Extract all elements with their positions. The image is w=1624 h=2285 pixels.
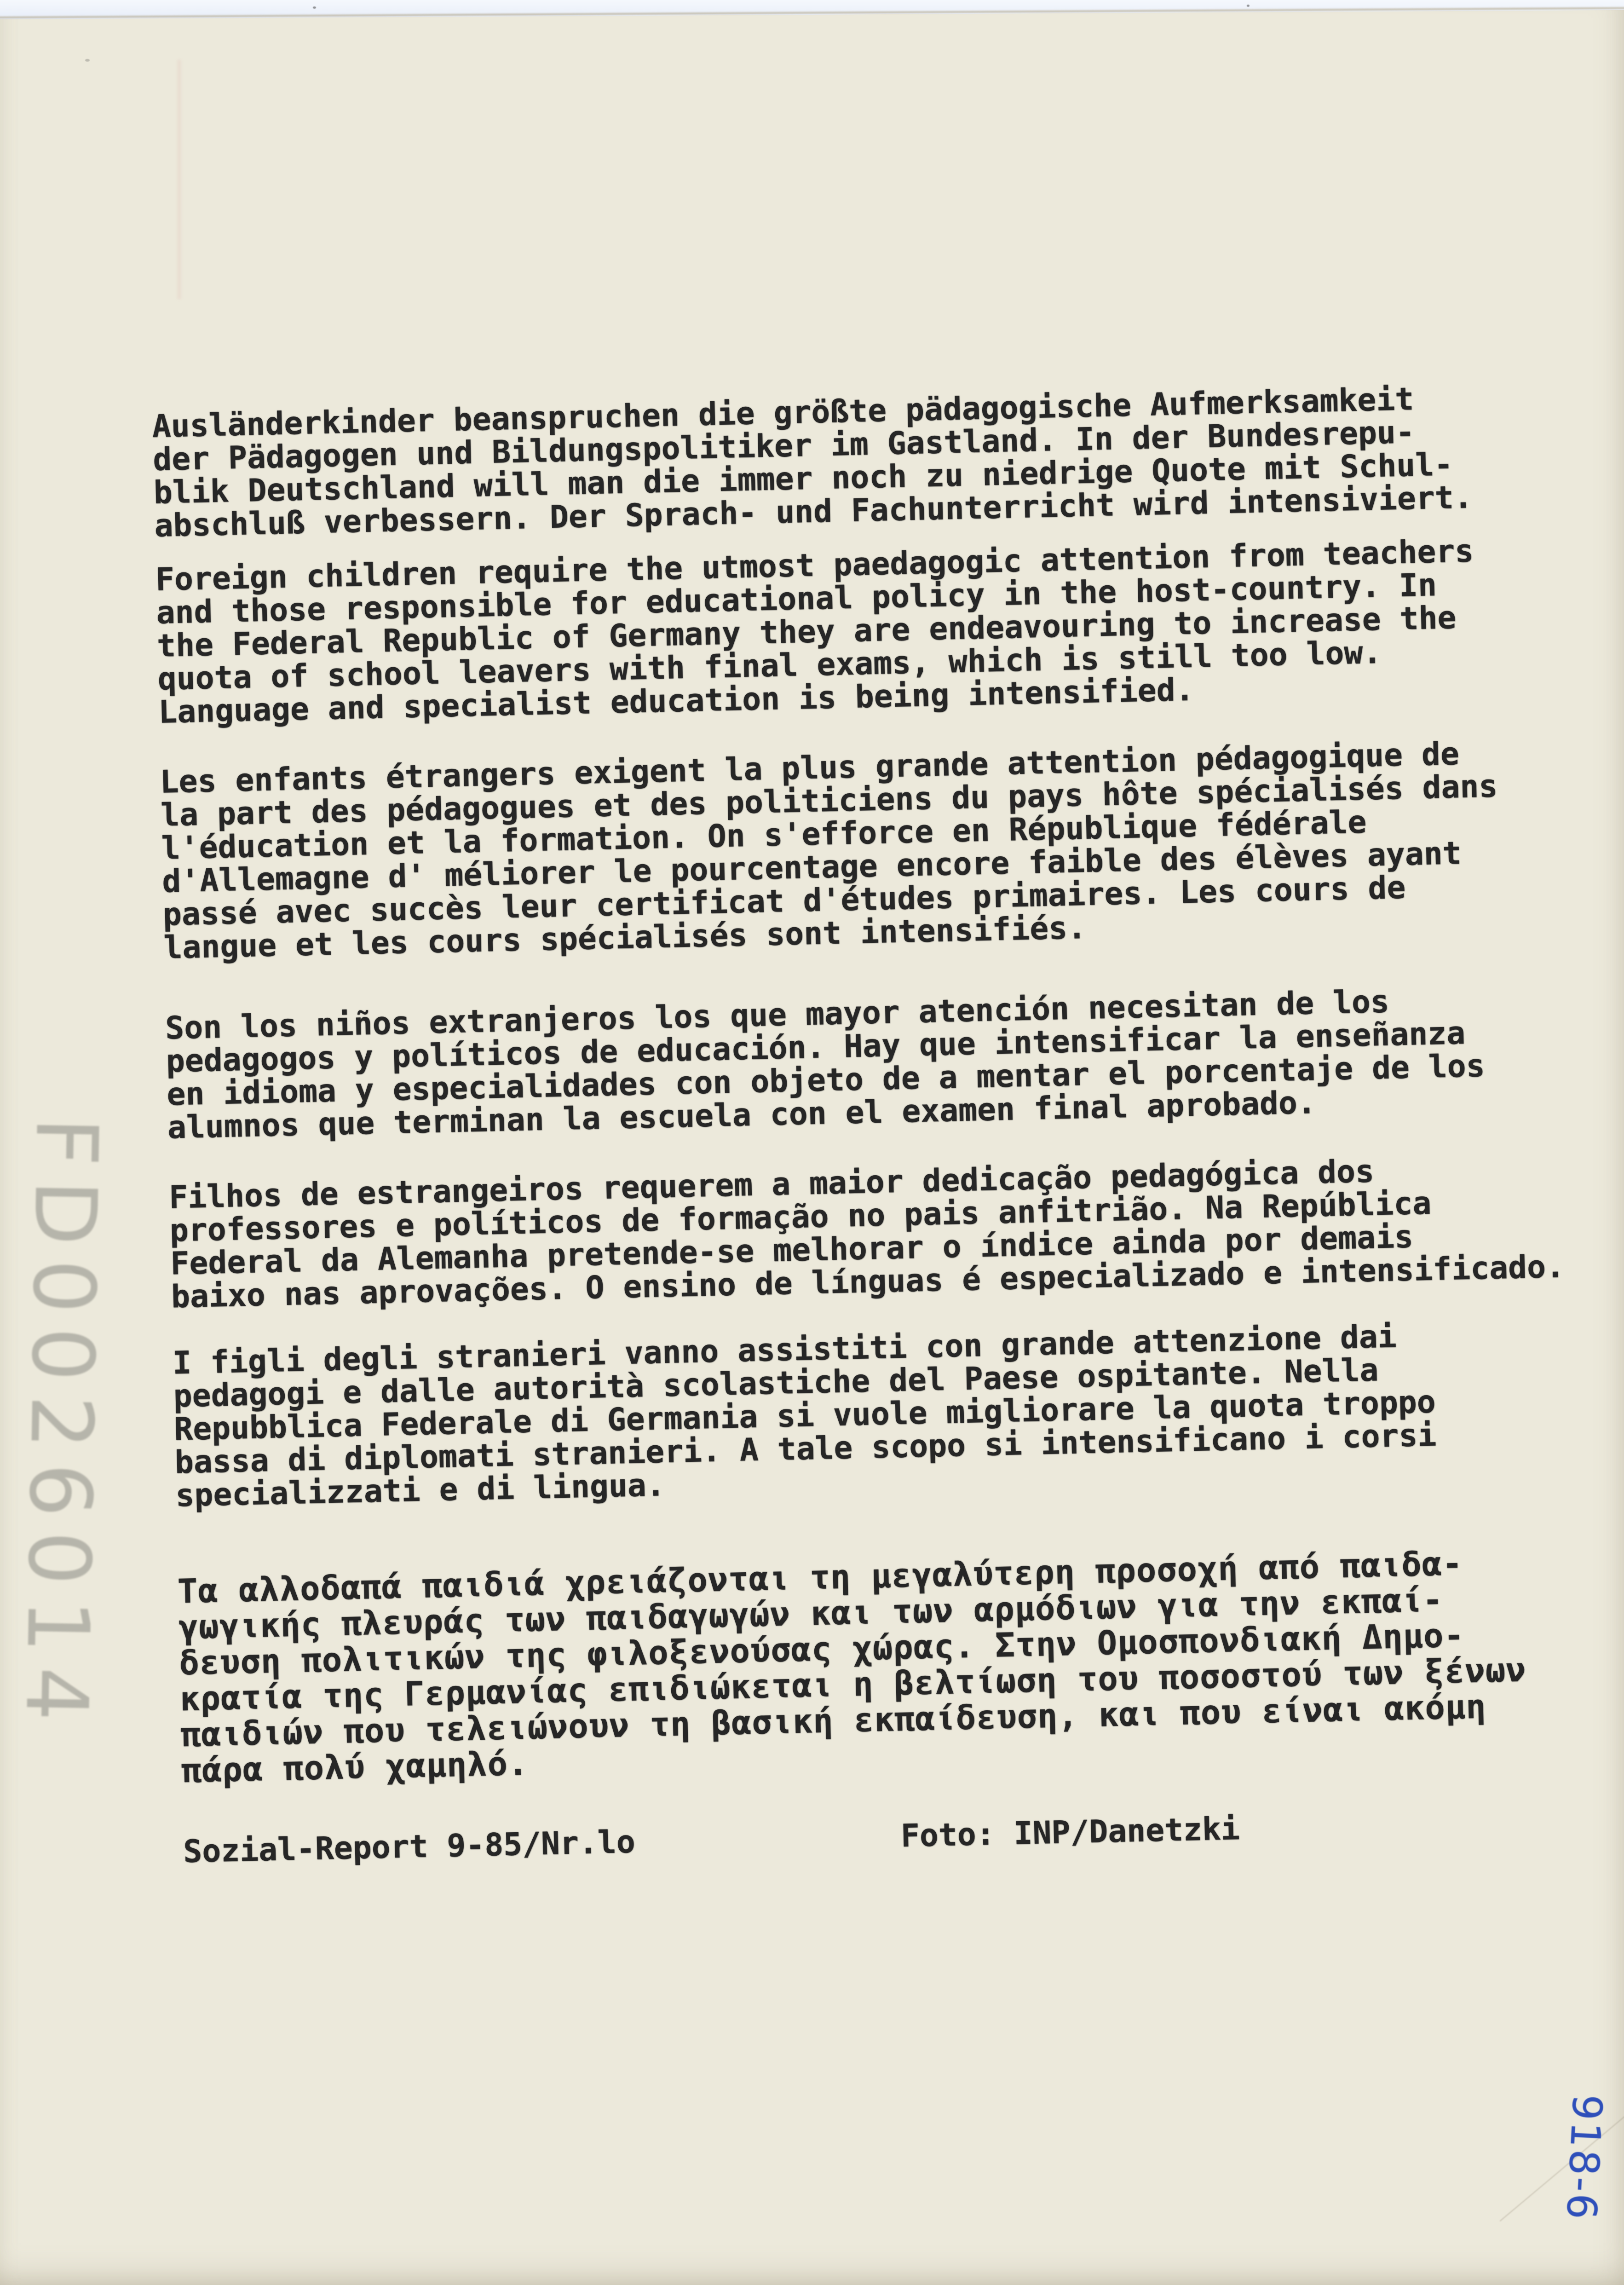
dust-speck — [1247, 5, 1250, 7]
paragraph-greek: Τα αλλοδαπά παιδιά χρειάζονται τη μεγαλύτερη προσοχή από παιδα- γωγικής πλευράς των παιδαγωγών και των αρμόδιων για την εκπαί- δευση πολιτικών της φιλοξενούσας χώρας. Στην Ομοσπονδιακή Δημο- κρατία της Γερμανίας επιδιώκεται η βελτίωση του ποσοστού των ξένων παιδιών που τελειώνουν τη βασική εκπαίδευση, και που είναι ακόμη πάρα πολύ χαμηλό. — [177, 1544, 1527, 1790]
report-reference: Sozial-Report 9-85/Nr.lo — [183, 1823, 636, 1870]
pencil-archive-number-handwriting: FD0026014 — [6, 1116, 117, 1736]
photo-credit: Foto: INP/Danetzki — [900, 1811, 1240, 1855]
typewritten-text-block — [152, 378, 1624, 1928]
scan-streak — [178, 60, 181, 299]
paragraph-italian: I figli degli stranieri vanno assistiti con grande attenzione dai pedagogi e dalle autorità scolastiche del Paese ospitante. Nella Repubblica Federale di Germania si vuole migliorare la quota troppo bassa di diplomati stranieri. A tale scopo si intensificano i corsi specializzati e di lingua. — [172, 1318, 1437, 1514]
paragraph-english: Foreign children require the utmost paedagogic attention from teachers and those responsible for educational policy in the host-country. In the Federal Republic of Germany they are endeavouring to increase the quota of school leavers with final exams, which is still too low. Language and specialist education is being intensified. — [155, 533, 1474, 731]
paragraph-french: Les enfants étrangers exigent la plus grande attention pédagogique de la part des pédagogues et des politiciens du pays hôte spécialisés dans l'éducation et la formation. On s'efforce en République fédérale d'Allemagne d' méliorer le pourcentage encore faible des élèves ayant passé avec succès leur certificat d'études primaires. Les cours de langue et les cours spécialisés sont intensifiés. — [159, 736, 1498, 966]
dust-speck — [313, 6, 316, 9]
paragraph-german: Ausländerkinder beanspruchen die größte pädagogische Aufmerksamkeit der Pädagogen und Bildungspolitiker im Gastland. In der Bundesrepu- blik Deutschland will man die immer noch zu niedrige Quote mit Schul- abschluß verbessern. Der Sprach- und Fachunterricht wird intensiviert. — [151, 381, 1473, 544]
blue-ink-number-handwriting: 918-6 — [1557, 2093, 1612, 2222]
credit-line — [183, 1803, 1624, 1872]
paragraph-spanish: Son los niños extranjeros los que mayor atención necesitan de los pedagogos y políticos de educación. Hay que intensificar la enseñanza en idioma y especialidades con objeto de a mentar el porcentaje de los alumnos que terminan la escuela con el examen final aprobado. — [165, 983, 1486, 1146]
paragraph-portuguese: Filhos de estrangeiros requerem a maior dedicação pedagógica dos professores e políticos de formação no pais anfitrião. Na República Federal da Alemanha pretende-se melhorar o índice ainda por demais baixo nas aprovações. O ensino de línguas é especializado e intensificado. — [168, 1153, 1565, 1316]
dust-speck — [85, 59, 90, 62]
